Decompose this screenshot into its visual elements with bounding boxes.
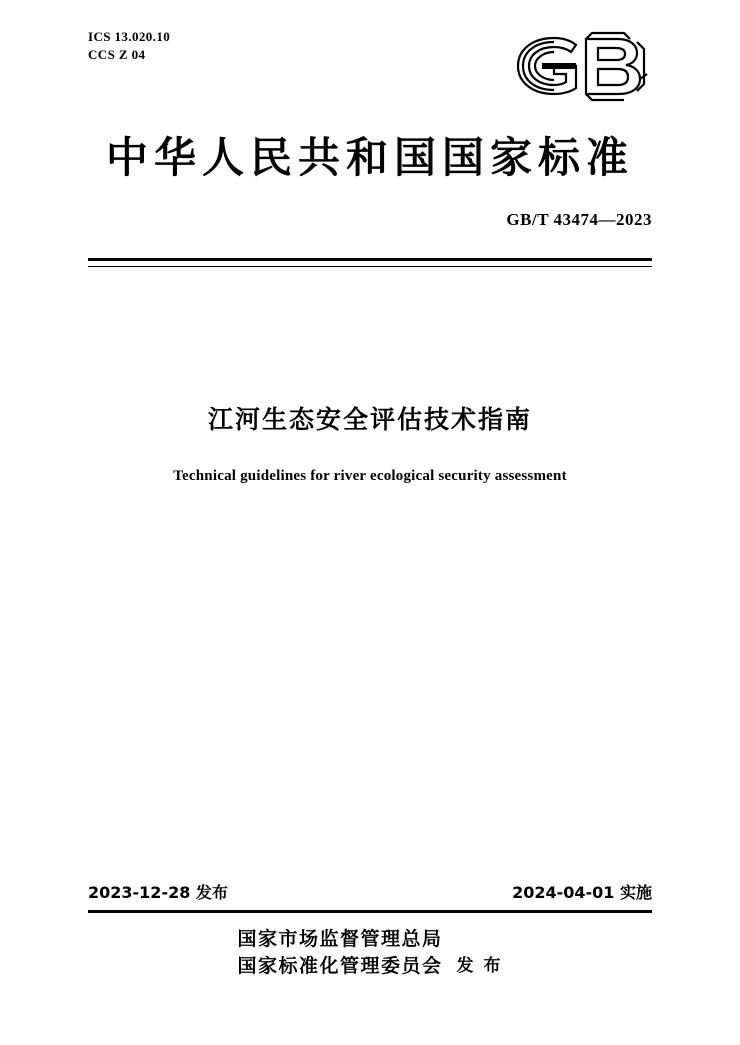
footer-rule <box>88 910 652 913</box>
document-title-english: Technical guidelines for river ecological security assessment <box>173 468 567 484</box>
document-title-chinese: 江河生态安全评估技术指南 <box>207 405 532 434</box>
ics-code: ICS 13.020.10 <box>88 29 171 44</box>
publisher-block <box>0 926 740 980</box>
publisher-names <box>238 926 443 980</box>
national-standard-title: 中华人民共和国国家标准 <box>105 133 634 182</box>
footer-dates <box>88 880 652 903</box>
ccs-code: CCS Z 04 <box>88 47 146 62</box>
header-rule-thick <box>88 258 652 261</box>
classification-codes <box>88 28 170 64</box>
publish-word: 发 布 <box>456 956 503 976</box>
effective-date: 2024-04-01 实施 <box>512 883 652 902</box>
publisher-line-2: 国家标准化管理委员会 <box>237 955 443 977</box>
gb-emblem-icon <box>502 22 662 110</box>
issue-date: 2023-12-28 发布 <box>88 883 228 902</box>
header-rule-thin <box>88 266 652 267</box>
standard-number: GB/T 43474—2023 <box>506 210 652 229</box>
publisher-line-1: 国家市场监督管理总局 <box>237 928 443 950</box>
